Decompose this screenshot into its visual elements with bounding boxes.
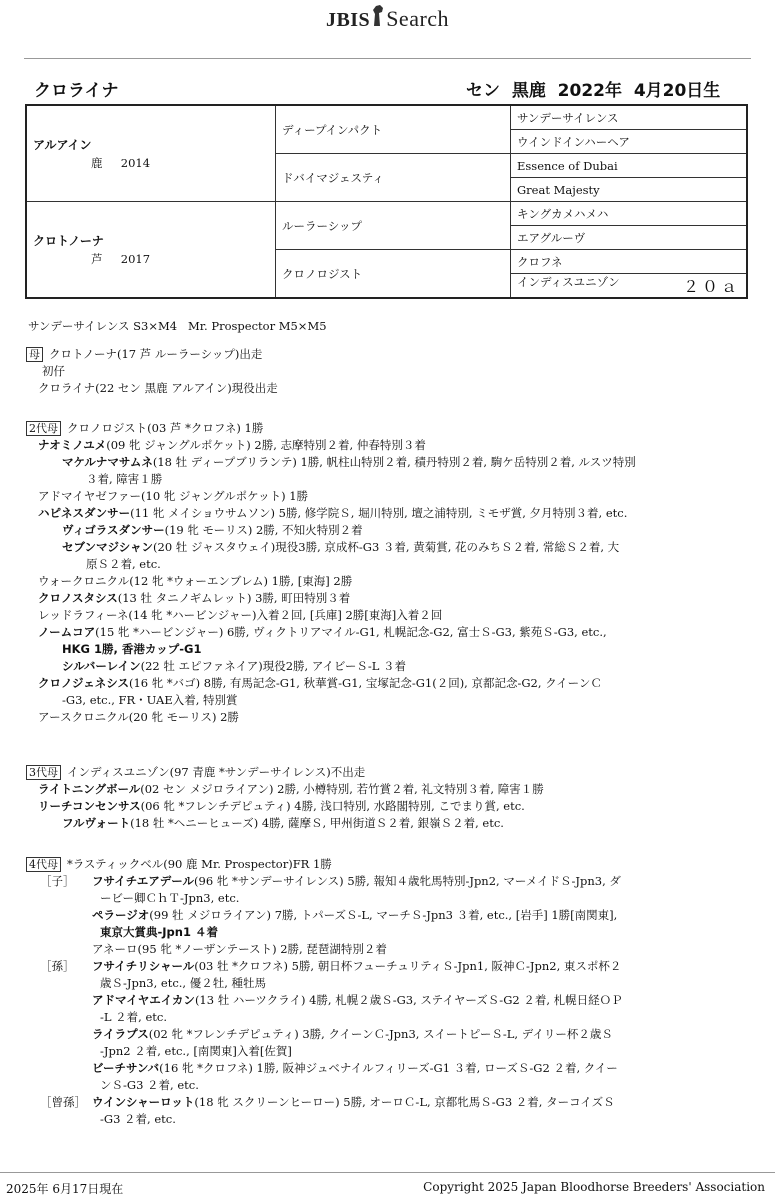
section-tag: 4代母 (26, 857, 61, 872)
relation-label: ［曾孫］ (40, 1095, 86, 1109)
dam-line: クロライナ(22 セン 黒鹿 アルアイン)現役出走 (38, 381, 278, 395)
header-divider (24, 58, 751, 59)
logo-text: JBIS Search (326, 9, 449, 31)
relation-label: ［孫］ (40, 959, 75, 973)
section-head: クロノロジスト(03 芦 *クロフネ) 1勝 (67, 421, 264, 435)
list-item: フサイチリシャール(03 牡 *クロフネ) 5勝, 朝日杯フューチュリティＳ-Jpn1, 阪神Ｃ-Jpn2, 東スポ杯２ (92, 959, 622, 973)
sire-sire[interactable]: ディープインパクト (276, 105, 511, 154)
section-head: インディスユニゾン(97 青鹿 *サンデーサイレンス)不出走 (67, 765, 366, 779)
ancestor[interactable]: Essence of Dubai (511, 154, 748, 178)
list-item: ノームコア(15 牝 *ハービンジャー) 6勝, ヴィクトリアマイル-G1, 札幌記念-G2, 富士Ｓ-G3, 紫苑Ｓ-G3, etc., (38, 625, 607, 639)
family-number: ２０ａ (682, 277, 740, 296)
sire-name[interactable]: アルアイン (33, 138, 92, 152)
list-item: アドマイヤエイカン(13 牡 ハーツクライ) 4勝, 札幌２歳Ｓ-G3, ステイヤーズＳ-G2 ２着, 札幌日経ＯＰ (92, 993, 623, 1007)
list-item: ハピネスダンサー(11 牝 メイショウサムソン) 5勝, 修学院Ｓ, 堀川特別, 壇之浦特別, ミモザ賞, 夕月特別３着, etc. (38, 506, 628, 520)
dam-detail: 芦 2017 (91, 252, 151, 266)
list-item: レッドラフィーネ(14 牝 *ハービンジャー)入着２回, [兵庫] 2勝[東海]入着２回 (38, 608, 443, 622)
ancestor[interactable]: クロフネ (511, 250, 748, 274)
pedigree-table (25, 104, 748, 299)
list-item: 東京大賞典-Jpn1 ４着 (100, 925, 218, 939)
list-item: ライトニングボール(02 セン メジロライアン) 2勝, 小樽特別, 若竹賞２着, 礼文特別３着, 障害１勝 (38, 782, 544, 796)
ancestor[interactable]: サンデーサイレンス (511, 105, 748, 130)
list-item: ヴィゴラスダンサー(19 牝 モーリス) 2勝, 不知火特別２着 (62, 523, 363, 537)
ancestor[interactable]: Great Majesty (511, 178, 748, 202)
dam-line: クロトノーナ(17 芦 ルーラーシップ)出走 (49, 347, 263, 361)
section-tag: 2代母 (26, 421, 61, 436)
dam-sire[interactable]: ルーラーシップ (276, 202, 511, 250)
list-item: クロノジェネシス(16 牝 *バゴ) 8勝, 有馬記念-G1, 秋華賞-G1, 宝塚記念-G1(２回), 京都記念-G2, クイーンＣ (38, 676, 602, 690)
dam-name[interactable]: クロトノーナ (33, 234, 104, 248)
inbreeding-cross: サンデーサイレンス S3×M4 Mr. Prospector M5×M5 (28, 319, 327, 333)
sire-dam[interactable]: ドバイマジェスティ (276, 154, 511, 202)
list-item: フサイチエアデール(96 牝 *サンデーサイレンス) 5勝, 報知４歳牝馬特別-Jpn2, マーメイドＳ-Jpn3, ダ (92, 874, 621, 888)
list-item: フルヴォート(18 牡 *ヘニーヒューズ) 4勝, 薩摩Ｓ, 甲州街道Ｓ２着, 銀嶺Ｓ２着, etc. (62, 816, 504, 830)
sire-detail: 鹿 2014 (91, 156, 151, 170)
list-item: マケルナマサムネ(18 牡 ディープブリランテ) 1勝, 帆柱山特別２着, 積丹特別２着, 駒ケ岳特別２着, ルスツ特別 (62, 455, 636, 469)
horse-icon (371, 4, 385, 34)
dam-cell (26, 202, 276, 299)
sire-cell (26, 105, 276, 202)
dam-dam[interactable]: クロノロジスト (276, 250, 511, 299)
as-of-date: 2025年 6月17日現在 (6, 1182, 124, 1196)
list-item: -L ２着, etc. (100, 1010, 168, 1024)
list-item: ウォークロニクル(12 牝 *ウォーエンブレム) 1勝, [東海] 2勝 (38, 574, 353, 588)
list-item: クロノスタシス(13 牡 タニノギムレット) 3勝, 町田特別３着 (38, 591, 351, 605)
list-item: ンＳ-G3 ２着, etc. (100, 1078, 199, 1092)
list-item: -G3 ２着, etc. (100, 1112, 176, 1126)
ancestor-with-family (511, 274, 748, 299)
list-item: ３着, 障害１勝 (86, 472, 163, 486)
footer-divider (0, 1172, 775, 1173)
horse-name: クロライナ (34, 81, 119, 101)
relation-label: ［子］ (40, 874, 75, 888)
section-head: *ラスティックベル(90 鹿 Mr. Prospector)FR 1勝 (67, 857, 332, 871)
ancestor[interactable]: キングカメハメハ (511, 202, 748, 226)
list-item: ナオミノユメ(09 牝 ジャングルポケット) 2勝, 志摩特別２着, 仲春特別３着 (38, 438, 426, 452)
ancestor[interactable]: エアグルーヴ (511, 226, 748, 250)
list-item: ライラプス(02 牝 *フレンチデピュティ) 3勝, クイーンＣ-Jpn3, スイートピーＳ-L, デイリー杯２歳Ｓ (92, 1027, 613, 1041)
list-item: アドマイヤゼファー(10 牝 ジャングルポケット) 1勝 (38, 489, 309, 503)
ancestor[interactable]: インディスユニゾン (517, 275, 620, 289)
list-item: 原Ｓ２着, etc. (86, 557, 161, 571)
list-item: アネーロ(95 牝 *ノーザンテースト) 2勝, 琵琶湖特別２着 (92, 942, 387, 956)
list-item: アースクロニクル(20 牝 モーリス) 2勝 (38, 710, 239, 724)
list-item: -G3, etc., FR・UAE入着, 特別賞 (62, 693, 238, 707)
copyright: Copyright 2025 Japan Bloodhorse Breeders' Association (423, 1180, 765, 1194)
section-tag: 母 (26, 347, 43, 362)
list-item: ペラージオ(99 牡 メジロライアン) 7勝, トパーズＳ-L, マーチＳ-Jpn3 ３着, etc., [岩手] 1勝[南関東], (92, 908, 618, 922)
list-item: HKG 1勝, 香港カップ-G1 (62, 642, 202, 656)
list-item: 歳Ｓ-Jpn3, etc., 優２牡, 種牡馬 (100, 976, 267, 990)
list-item: ビーチサンバ(16 牝 *クロフネ) 1勝, 阪神ジュベナイルフィリーズ-G1 ３着, ローズＳ-G2 ２着, クイー (92, 1061, 618, 1075)
ancestor[interactable]: ウインドインハーヘア (511, 130, 748, 154)
list-item: セブンマジシャン(20 牡 ジャスタウェイ)現役3勝, 京成杯-G3 ３着, 黄菊賞, 花のみちＳ２着, 常総Ｓ２着, 大 (62, 540, 620, 554)
list-item: リーチコンセンサス(06 牝 *フレンチデピュティ) 4勝, 浅口特別, 水路閣特別, こでまり賞, etc. (38, 799, 525, 813)
list-item: -Jpn2 ２着, etc., [南関東]入着[佐賀] (100, 1044, 292, 1058)
site-logo[interactable] (0, 4, 775, 34)
list-item: ービー卿ＣｈＴ-Jpn3, etc. (100, 891, 240, 905)
horse-info: セン 黒鹿 2022年 4月20日生 (466, 81, 721, 101)
list-item: ウインシャーロット(18 牝 スクリーンヒーロー) 5勝, オーロＣ-L, 京都牝馬Ｓ-G3 ２着, ターコイズＳ (92, 1095, 615, 1109)
dam-line: 初仔 (42, 364, 65, 378)
list-item: シルバーレイン(22 牡 エピファネイア)現役2勝, アイビーＳ-L ３着 (62, 659, 407, 673)
section-tag: 3代母 (26, 765, 61, 780)
